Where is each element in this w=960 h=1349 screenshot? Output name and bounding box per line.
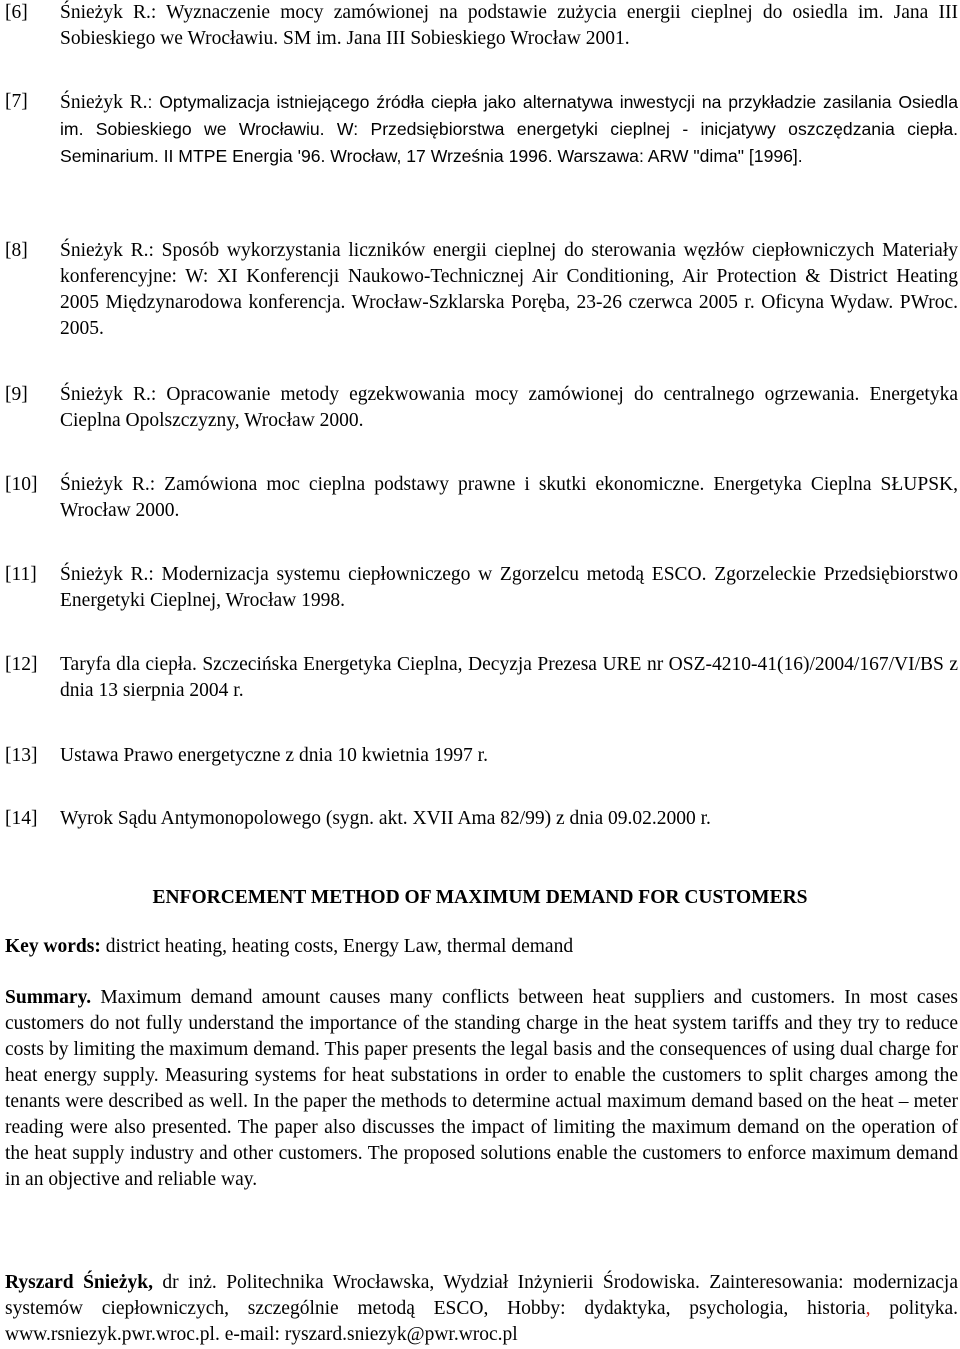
summary-paragraph bbox=[5, 985, 958, 1193]
reference-text-part: Taryfa dla ciepła. Szczecińska Energetyka Cieplna, Decyzja Prezesa URE nr OSZ-4210-41(16)/2004/167/VI/BS z dnia 13 sierpnia 2004 r. bbox=[60, 654, 958, 701]
reference-text bbox=[60, 89, 958, 170]
reference-number: [10] bbox=[5, 474, 38, 495]
reference-number: [14] bbox=[5, 808, 38, 829]
author-text-end: polityka. www.rsniezyk.pwr.wroc.pl. e-mail: ryszard.sniezyk@pwr.wroc.pl bbox=[5, 1298, 958, 1345]
reference-item-7 bbox=[0, 89, 960, 170]
reference-item-14 bbox=[0, 806, 960, 832]
reference-text-part: Ustawa Prawo energetyczne z dnia 10 kwietnia 1997 r. bbox=[60, 745, 488, 766]
reference-number: [7] bbox=[5, 91, 28, 112]
author-name: Ryszard Śnieżyk, bbox=[5, 1272, 153, 1293]
abstract-title: ENFORCEMENT METHOD OF MAXIMUM DEMAND FOR CUSTOMERS bbox=[152, 887, 808, 908]
reference-text bbox=[60, 472, 958, 524]
reference-item-12 bbox=[0, 652, 960, 704]
summary-text: Maximum demand amount causes many conflicts between heat suppliers and customers. In most cases customers do not fully understand the importance of the standing charge in the heat system tariffs and they try to reduce costs by limiting the maximum demand. This paper presents the legal basis and the consequences of using dual charge for heat energy supply. Measuring systems for heat substations in order to enable the customers to split charges among the tenants were described as well. In the paper the methods to determine actual maximum demand based on the heat – meter reading were also presented. The paper also discusses the impact of limiting the maximum demand on the operation of the heat supply industry and other customers. The proposed solutions enable the customers to enforce maximum demand in an objective and reliable way. bbox=[5, 987, 958, 1190]
reference-item-8 bbox=[0, 238, 960, 342]
reference-item-9 bbox=[0, 382, 960, 434]
reference-text bbox=[60, 743, 958, 769]
author-red-comma: , bbox=[865, 1298, 871, 1319]
reference-text bbox=[60, 652, 958, 704]
summary-label: Summary. bbox=[5, 987, 92, 1008]
reference-text-part: Śnieżyk R.: Sposób wykorzystania liczników energii cieplnej do sterowania węzłów ciepłowniczych Materiały konferencyjne: W: XI Konferencji Naukowo-Technicznej Air Conditioning, Air Protection & District Heating 2005 Międzynarodowa konferencja. Wrocław-Szklarska Poręba, 23-26 czerwca 2005 r. Oficyna Wydaw. PWroc. 2005. bbox=[60, 240, 958, 339]
reference-text bbox=[60, 806, 958, 832]
reference-text-part: Śnieżyk R.: Opracowanie metody egzekwowania mocy zamówionej do centralnego ogrzewania. Energetyka Cieplna Opolszczyzny, Wrocław 2000. bbox=[60, 384, 958, 431]
reference-text-part: Śnieżyk R.: Wyznaczenie mocy zamówionej na podstawie zużycia energii cieplnej do osiedla im. Jana III Sobieskiego we Wrocławiu. SM im. Jana III Sobieskiego Wrocław 2001. bbox=[60, 2, 958, 49]
keywords-line bbox=[5, 934, 958, 960]
reference-text-part: : Optymalizacja istniejącego źródła ciepła jako alternatywa inwestycji na przykładzie zasilania Osiedla im. Sobieskiego we Wrocławiu. W: Przedsiębiorstwa energetyki cieplnej - inicjatywy oszczędzania ciepła. Seminarium. II MTPE Energia '96. Wrocław, 17 Września 1996. Warszawa: ARW "dima" [1996]. bbox=[60, 92, 958, 166]
author-text: dr inż. Politechnika Wrocławska, Wydział Inżynierii Środowiska. Zainteresowania: modernizacja systemów ciepłowniczych, szczególnie metodą ESCO, Hobby: dydaktyka, psychologia, historia bbox=[5, 1272, 959, 1319]
reference-item-13 bbox=[0, 743, 960, 769]
reference-number: [12] bbox=[5, 654, 38, 675]
reference-number: [13] bbox=[5, 745, 38, 766]
reference-text bbox=[60, 238, 958, 342]
reference-text-part: Śnieżyk R.: Zamówiona moc cieplna podstawy prawne i skutki ekonomiczne. Energetyka Cieplna SŁUPSK, Wrocław 2000. bbox=[60, 474, 958, 521]
keywords-text: district heating, heating costs, Energy Law, thermal demand bbox=[100, 936, 574, 957]
reference-text-part: Śnieżyk R. bbox=[60, 92, 148, 113]
reference-item-11 bbox=[0, 562, 960, 614]
reference-item-10 bbox=[0, 472, 960, 524]
reference-number: [8] bbox=[5, 240, 28, 261]
keywords-label: Key words: bbox=[5, 936, 101, 957]
reference-number: [9] bbox=[5, 384, 28, 405]
reference-number: [11] bbox=[5, 564, 37, 585]
reference-text-part: Śnieżyk R.: Modernizacja systemu ciepłowniczego w Zgorzelcu metodą ESCO. Zgorzeleckie Przedsiębiorstwo Energetyki Cieplnej, Wrocław 1998. bbox=[60, 564, 958, 611]
reference-text bbox=[60, 0, 958, 52]
reference-item-6 bbox=[0, 0, 960, 52]
reference-text-part: Wyrok Sądu Antymonopolowego (sygn. akt. XVII Ama 82/99) z dnia 09.02.2000 r. bbox=[60, 808, 711, 829]
reference-number: [6] bbox=[5, 2, 28, 23]
author-note bbox=[5, 1270, 958, 1348]
reference-text bbox=[60, 562, 958, 614]
reference-text bbox=[60, 382, 958, 434]
